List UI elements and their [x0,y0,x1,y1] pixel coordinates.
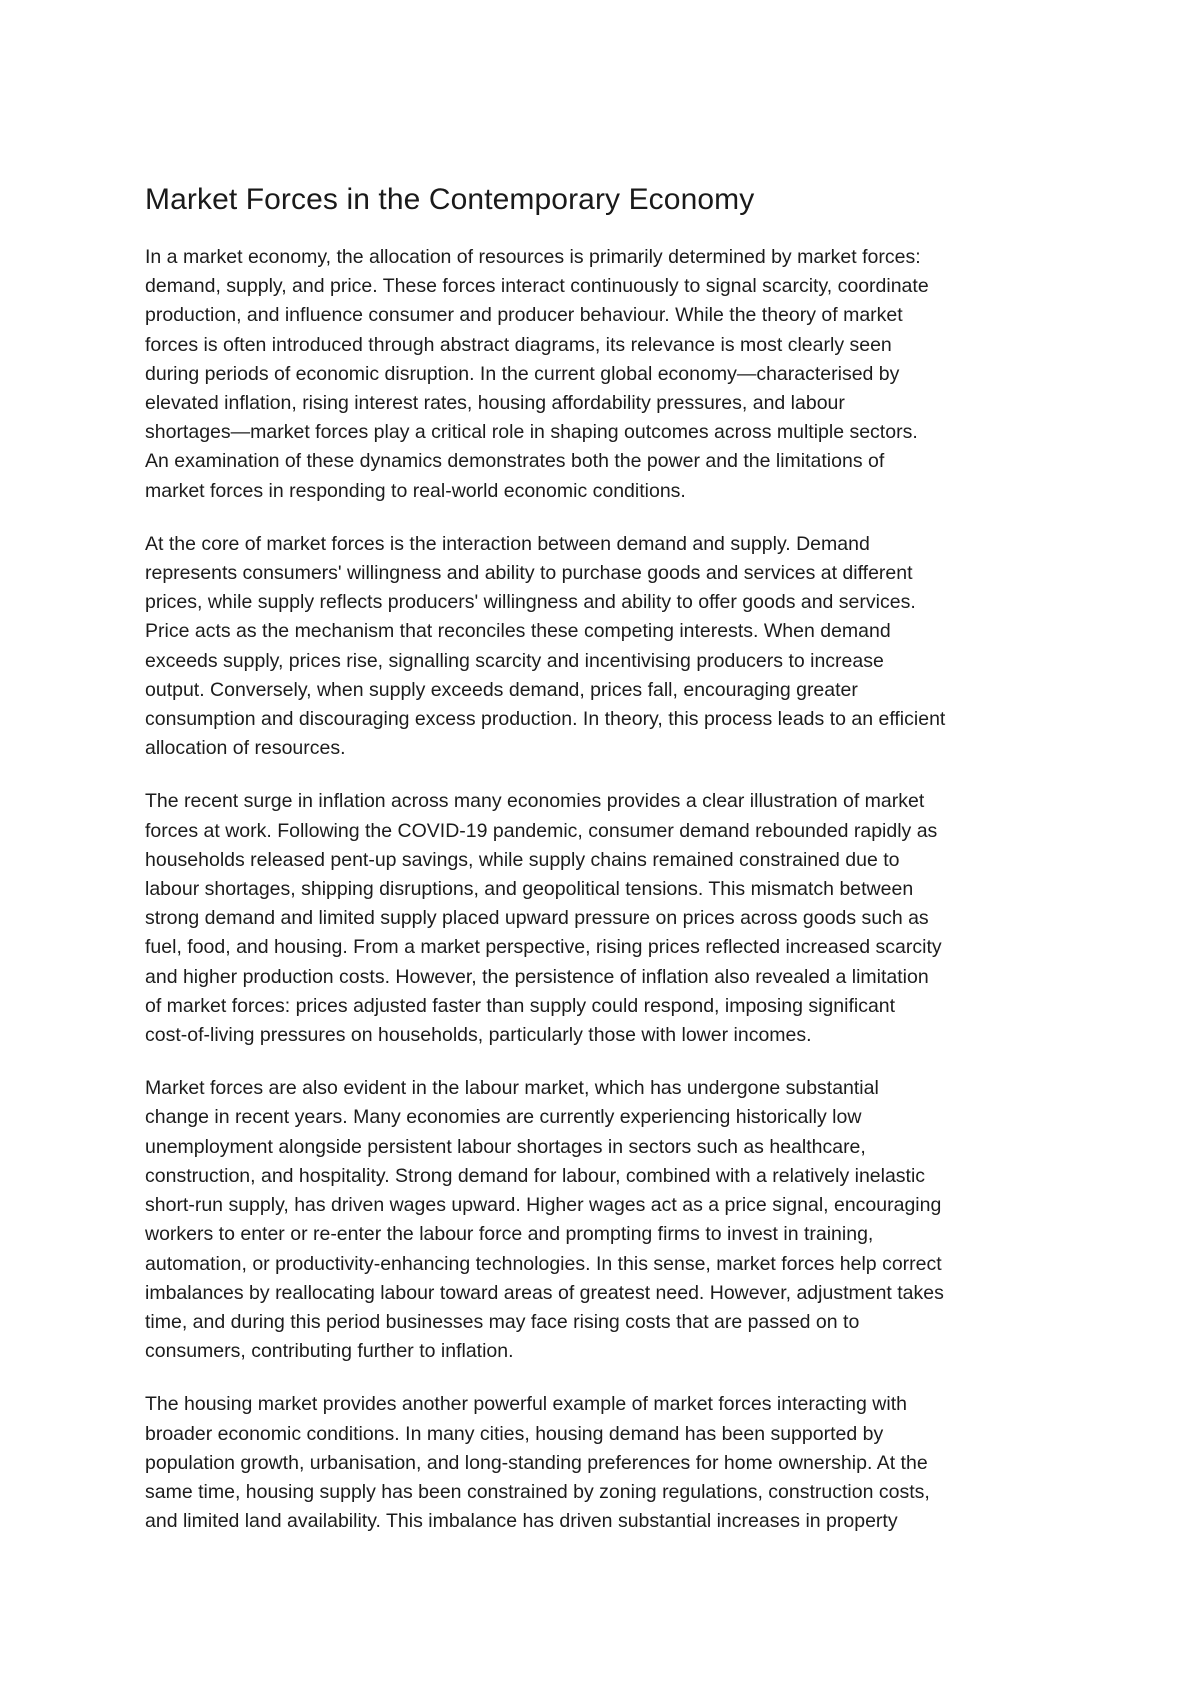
paragraph-3 [145,787,1065,1050]
paragraph-line: market forces in responding to real-world economic conditions. [145,479,686,502]
paragraph-line: households released pent-up savings, while supply chains remained constrained due to [145,848,900,871]
paragraph-line: time, and during this period businesses may face rising costs that are passed on to [145,1310,860,1333]
paragraph-line: demand, supply, and price. These forces interact continuously to signal scarcity, coordinate [145,275,929,298]
paragraph-line: during periods of economic disruption. In the current global economy—characterised by [145,362,900,385]
paragraph-line: Market forces are also evident in the labour market, which has undergone substantial [145,1077,879,1100]
paragraph-line: fuel, food, and housing. From a market perspective, rising prices reflected increased scarcity [145,936,942,959]
paragraph-line: production, and influence consumer and producer behaviour. While the theory of market [145,304,903,327]
paragraph-5 [145,1390,1065,1536]
paragraph-line: An examination of these dynamics demonstrates both the power and the limitations of [145,450,885,473]
paragraph-line: change in recent years. Many economies are currently experiencing historically low [145,1106,862,1129]
paragraph-line: and higher production costs. However, the persistence of inflation also revealed a limitation [145,965,929,988]
paragraph-line: elevated inflation, rising interest rates, housing affordability pressures, and labour [145,392,845,415]
paragraph-line: The housing market provides another powerful example of market forces interacting with [145,1393,907,1416]
paragraph-line: output. Conversely, when supply exceeds demand, prices fall, encouraging greater [145,678,858,701]
paragraph-2 [145,530,1065,764]
paragraph-line: construction, and hospitality. Strong demand for labour, combined with a relatively inelastic [145,1164,926,1187]
paragraph-line: cost-of-living pressures on households, particularly those with lower incomes. [145,1024,812,1047]
paragraph-1 [145,243,1065,506]
paragraph-4 [145,1074,1065,1366]
paragraph-line: consumers, contributing further to inflation. [145,1340,514,1363]
paragraph-line: same time, housing supply has been constrained by zoning regulations, construction costs, [145,1480,930,1503]
paragraph-line: imbalances by reallocating labour toward areas of greatest need. However, adjustment takes [145,1281,944,1304]
paragraph-line: At the core of market forces is the interaction between demand and supply. Demand [145,532,870,555]
paragraph-line: short-run supply, has driven wages upward. Higher wages act as a price signal, encouraging [145,1194,942,1217]
paragraph-line: Price acts as the mechanism that reconciles these competing interests. When demand [145,620,891,643]
paragraph-line: strong demand and limited supply placed upward pressure on prices across goods such as [145,907,929,930]
document-title: Market Forces in the Contemporary Economy [145,183,755,216]
paragraph-line: workers to enter or re-enter the labour force and prompting firms to invest in training, [145,1223,874,1246]
paragraph-line: population growth, urbanisation, and long-standing preferences for home ownership. At the [145,1451,928,1474]
paragraph-line: In a market economy, the allocation of resources is primarily determined by market forces: [145,246,921,268]
paragraph-line: shortages—market forces play a critical role in shaping outcomes across multiple sectors. [145,421,918,444]
paragraph-line: broader economic conditions. In many cities, housing demand has been supported by [145,1422,884,1445]
paragraph-line: exceeds supply, prices rise, signalling scarcity and incentivising producers to increase [145,649,884,672]
paragraph-line: represents consumers' willingness and ability to purchase goods and services at different [145,562,913,585]
paragraph-line: unemployment alongside persistent labour shortages in sectors such as healthcare, [145,1135,866,1158]
paragraph-line: The recent surge in inflation across many economies provides a clear illustration of market [145,790,925,813]
paragraph-line: forces is often introduced through abstract diagrams, its relevance is most clearly seen [145,333,892,356]
paragraph-line: labour shortages, shipping disruptions, and geopolitical tensions. This mismatch between [145,878,914,901]
document-page [145,180,1065,1560]
paragraph-line: and limited land availability. This imbalance has driven substantial increases in property [145,1510,898,1533]
paragraph-line: forces at work. Following the COVID-19 pandemic, consumer demand rebounded rapidly as [145,819,938,842]
paragraph-line: consumption and discouraging excess production. In theory, this process leads to an efficient [145,708,946,731]
paragraph-line: prices, while supply reflects producers' willingness and ability to offer goods and services. [145,591,916,614]
paragraph-line: allocation of resources. [145,737,346,760]
paragraph-line: of market forces: prices adjusted faster than supply could respond, imposing significant [145,994,896,1017]
paragraph-line: automation, or productivity-enhancing technologies. In this sense, market forces help correct [145,1252,942,1275]
